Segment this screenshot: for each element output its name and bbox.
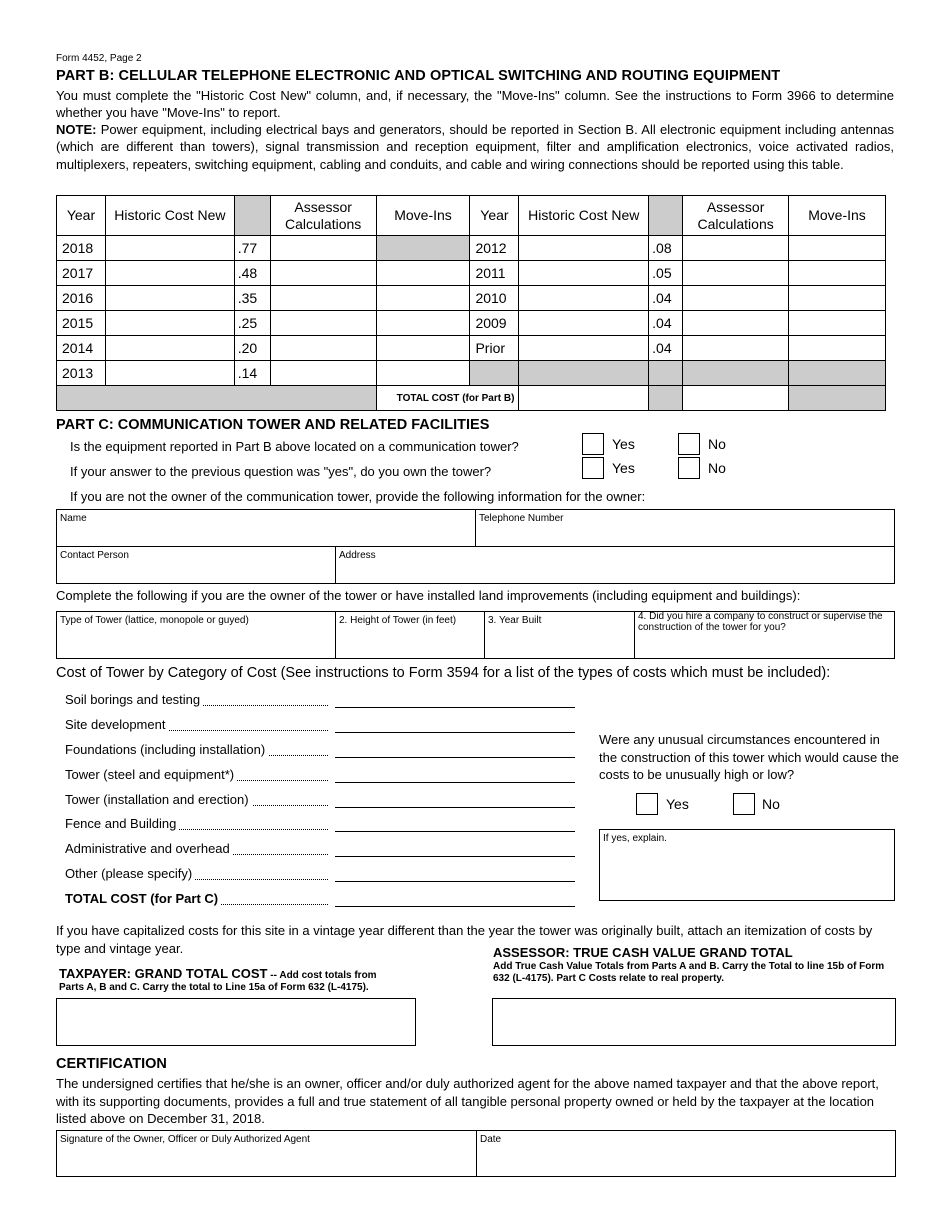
col-assessor: Assessor Calculations xyxy=(683,196,789,236)
part-c-title: PART C: COMMUNICATION TOWER AND RELATED FACILITIES xyxy=(56,417,490,433)
cost-row-admin xyxy=(65,841,575,861)
table-row xyxy=(57,311,886,336)
cost-input[interactable] xyxy=(335,782,575,783)
rate-cell: .04 xyxy=(649,336,683,361)
cost-input[interactable] xyxy=(335,807,575,808)
rate-cell: .04 xyxy=(649,311,683,336)
cost-input[interactable] xyxy=(335,757,575,758)
year-cell: 2016 xyxy=(57,286,106,311)
explain-field[interactable] xyxy=(599,829,895,901)
assessor-calc-input[interactable] xyxy=(270,236,376,261)
move-ins-input[interactable] xyxy=(789,336,886,361)
field-label: Signature of the Owner, Officer or Duly Authorized Agent xyxy=(60,1134,310,1145)
cost-row-tower-install xyxy=(65,792,575,812)
assessor-calc-input[interactable] xyxy=(270,336,376,361)
field-label: Type of Tower (lattice, monopole or guyed) xyxy=(60,615,249,626)
move-ins-input[interactable] xyxy=(376,361,470,386)
tower-height-field[interactable] xyxy=(335,611,485,659)
year-cell: 2015 xyxy=(57,311,106,336)
hired-company-field[interactable] xyxy=(634,611,895,659)
assessor-calc-input[interactable] xyxy=(270,311,376,336)
cost-row-fence xyxy=(65,816,575,836)
cost-input[interactable] xyxy=(335,881,575,882)
taxpayer-title-text: TAXPAYER: GRAND TOTAL COST xyxy=(59,966,268,981)
blank-cell xyxy=(683,361,789,386)
move-ins-input[interactable] xyxy=(789,261,886,286)
cost-category-title: Cost of Tower by Category of Cost (See instructions to Form 3594 for a list of the types of costs which must be included): xyxy=(56,665,831,681)
assessor-calc-input[interactable] xyxy=(683,286,789,311)
col-year: Year xyxy=(57,196,106,236)
taxpayer-instructions: Parts A, B and C. Carry the total to Line 15a of Form 632 (L-4175). xyxy=(59,982,369,993)
assessor-calc-input[interactable] xyxy=(683,261,789,286)
field-label: 2. Height of Tower (in feet) xyxy=(339,615,457,626)
date-field[interactable] xyxy=(476,1130,896,1177)
cost-row-foundations xyxy=(65,742,575,762)
table-row xyxy=(57,286,886,311)
tower-no-checkbox[interactable] xyxy=(678,433,700,455)
contact-person-field[interactable] xyxy=(56,546,336,584)
cost-input[interactable] xyxy=(335,831,575,832)
part-b-table xyxy=(56,195,886,411)
cost-label: Other (please specify) xyxy=(65,866,195,881)
assessor-calc-input[interactable] xyxy=(270,361,376,386)
rate-cell: .04 xyxy=(649,286,683,311)
field-label: Name xyxy=(60,513,87,524)
blank-cell xyxy=(649,361,683,386)
unusual-yes-checkbox[interactable] xyxy=(636,793,658,815)
field-label: Telephone Number xyxy=(479,513,564,524)
no-label: No xyxy=(708,460,726,476)
cost-label: Tower (steel and equipment*) xyxy=(65,767,237,782)
table-row xyxy=(57,361,886,386)
table-header-row xyxy=(57,196,886,236)
total-row xyxy=(57,386,886,411)
owner-name-field[interactable] xyxy=(56,509,476,547)
certification-title: CERTIFICATION xyxy=(56,1056,167,1072)
total-historic-cost-input[interactable] xyxy=(519,386,649,411)
assessor-grand-total-input[interactable] xyxy=(492,998,896,1046)
own-yes-checkbox[interactable] xyxy=(582,457,604,479)
assessor-calc-input[interactable] xyxy=(683,336,789,361)
blank-cell xyxy=(57,386,377,411)
owner-telephone-field[interactable] xyxy=(475,509,895,547)
cost-label: Foundations (including installation) xyxy=(65,742,268,757)
note-label: NOTE: xyxy=(56,122,97,137)
assessor-calc-input[interactable] xyxy=(683,236,789,261)
assessor-calc-input[interactable] xyxy=(270,286,376,311)
move-ins-input[interactable] xyxy=(376,261,470,286)
rate-cell: .77 xyxy=(234,236,270,261)
cost-input[interactable] xyxy=(335,707,575,708)
move-ins-input[interactable] xyxy=(789,236,886,261)
assessor-calc-input[interactable] xyxy=(683,311,789,336)
tower-yes-checkbox[interactable] xyxy=(582,433,604,455)
yes-label: Yes xyxy=(666,796,689,812)
historic-cost-input[interactable] xyxy=(105,261,234,286)
cost-row-other xyxy=(65,866,575,886)
move-ins-input[interactable] xyxy=(789,311,886,336)
certification-text: The undersigned certifies that he/she is an owner, officer and/or duly authorized agent for the above named taxpayer and that the above report, with its supporting documents, provides a full and true statement of all tangible personal property owned or held by the taxpayer at the location listed above on December 31, 2018. xyxy=(56,1076,879,1126)
part-b-intro: You must complete the "Historic Cost New" column, and, if necessary, the "Move-Ins" column. See the instructions to Form 3966 to determine whether you have "Move-Ins" to report. xyxy=(56,88,894,121)
unusual-no-checkbox[interactable] xyxy=(733,793,755,815)
col-move-ins: Move-Ins xyxy=(789,196,886,236)
cost-row-tower-steel xyxy=(65,767,575,787)
col-year: Year xyxy=(470,196,519,236)
owner-address-field[interactable] xyxy=(335,546,895,584)
tower-type-field[interactable] xyxy=(56,611,336,659)
rate-cell: .35 xyxy=(234,286,270,311)
historic-cost-input[interactable] xyxy=(105,361,234,386)
total-assessor-input[interactable] xyxy=(683,386,789,411)
table-row xyxy=(57,336,886,361)
assessor-calc-input[interactable] xyxy=(270,261,376,286)
part-b-note xyxy=(56,121,894,173)
col-rate xyxy=(234,196,270,236)
field-label: 3. Year Built xyxy=(488,615,542,626)
field-label: Date xyxy=(480,1134,502,1145)
historic-cost-input[interactable] xyxy=(105,336,234,361)
field-label: If yes, explain. xyxy=(603,833,667,844)
unusual-circumstances-question: Were any unusual circumstances encountered in the construction of this tower which would cause the costs to be unusually high or low? xyxy=(599,732,899,782)
owner-info-instructions: If you are not the owner of the communication tower, provide the following information for the owner: xyxy=(70,489,646,504)
historic-cost-input[interactable] xyxy=(105,286,234,311)
year-cell: 2018 xyxy=(57,236,106,261)
year-cell: 2013 xyxy=(57,361,106,386)
taxpayer-title-suffix: -- Add cost totals from xyxy=(267,970,377,981)
rate-cell: .05 xyxy=(649,261,683,286)
year-cell: 2014 xyxy=(57,336,106,361)
cost-label: Fence and Building xyxy=(65,816,179,831)
no-label: No xyxy=(708,436,726,452)
cost-row-site xyxy=(65,717,575,737)
rate-cell: .08 xyxy=(649,236,683,261)
cost-label: Site development xyxy=(65,717,168,732)
cost-total-input[interactable] xyxy=(335,906,575,907)
field-label: Address xyxy=(339,550,376,561)
rate-cell: .25 xyxy=(234,311,270,336)
yes-label: Yes xyxy=(612,436,635,452)
col-historic-cost: Historic Cost New xyxy=(105,196,234,236)
col-historic-cost: Historic Cost New xyxy=(519,196,649,236)
own-no-checkbox[interactable] xyxy=(678,457,700,479)
blank-cell xyxy=(649,386,683,411)
no-label: No xyxy=(762,796,780,812)
cost-input[interactable] xyxy=(335,732,575,733)
field-label: Contact Person xyxy=(60,550,129,561)
total-cost-label: TOTAL COST (for Part B) xyxy=(376,386,519,411)
field-label: 4. Did you hire a company to construct or supervise the construction of the tower for you? xyxy=(638,611,883,633)
question-tower: Is the equipment reported in Part B above located on a communication tower? xyxy=(70,439,519,454)
taxpayer-grand-total-input[interactable] xyxy=(56,998,416,1046)
assessor-instructions: Add True Cash Value Totals from Parts A and B. Carry the Total to line 15b of Form 632 (L-4175). Part C Costs relate to real property. xyxy=(493,961,885,984)
assessor-grand-total-title: ASSESSOR: TRUE CASH VALUE GRAND TOTAL xyxy=(493,945,793,960)
note-text: Power equipment, including electrical bays and generators, should be reported in Section B. All electronic equipment including antennas (which are different than towers), signal transmission and reception equipment, filter and amplification electronics, voice activated radios, multiplexers, repeaters, switching equipment, cabling and conduits, and cable and wiring connections should be reported using this table. xyxy=(56,122,894,172)
year-cell: 2017 xyxy=(57,261,106,286)
year-built-field[interactable] xyxy=(484,611,635,659)
col-move-ins: Move-Ins xyxy=(376,196,470,236)
rate-cell: .48 xyxy=(234,261,270,286)
move-ins-input[interactable] xyxy=(789,286,886,311)
move-ins-input[interactable] xyxy=(376,286,470,311)
cost-label: Soil borings and testing xyxy=(65,692,203,707)
cost-label: Administrative and overhead xyxy=(65,841,233,856)
year-cell: 2012 xyxy=(470,236,519,261)
historic-cost-input[interactable] xyxy=(519,286,649,311)
col-assessor: Assessor Calculations xyxy=(270,196,376,236)
blank-cell xyxy=(789,386,886,411)
cost-row-soil xyxy=(65,692,575,712)
year-cell: 2011 xyxy=(470,261,519,286)
owner-instructions: Complete the following if you are the owner of the tower or have installed land improvements (including equipment and buildings): xyxy=(56,588,801,603)
year-cell: 2009 xyxy=(470,311,519,336)
table-row xyxy=(57,236,886,261)
yes-label: Yes xyxy=(612,460,635,476)
historic-cost-input[interactable] xyxy=(519,336,649,361)
historic-cost-input[interactable] xyxy=(519,236,649,261)
question-own-tower: If your answer to the previous question was "yes", do you own the tower? xyxy=(70,464,492,479)
blank-cell xyxy=(470,361,519,386)
historic-cost-input[interactable] xyxy=(105,236,234,261)
taxpayer-grand-total-title xyxy=(59,966,377,981)
historic-cost-input[interactable] xyxy=(519,261,649,286)
cost-label: Tower (installation and erection) xyxy=(65,792,252,807)
part-b-title: PART B: CELLULAR TELEPHONE ELECTRONIC AND OPTICAL SWITCHING AND ROUTING EQUIPMENT xyxy=(56,68,781,84)
move-ins-disabled xyxy=(376,236,470,261)
blank-cell xyxy=(789,361,886,386)
rate-cell: .14 xyxy=(234,361,270,386)
cost-row-total xyxy=(65,891,575,911)
move-ins-input[interactable] xyxy=(376,311,470,336)
historic-cost-input[interactable] xyxy=(519,311,649,336)
blank-cell xyxy=(519,361,649,386)
cost-input[interactable] xyxy=(335,856,575,857)
year-cell: 2010 xyxy=(470,286,519,311)
vintage-instructions: If you have capitalized costs for this site in a vintage year different than the year the tower was originally built, attach an itemization of costs by type and vintage year. xyxy=(56,923,873,956)
form-id: Form 4452, Page 2 xyxy=(56,53,142,64)
col-rate xyxy=(649,196,683,236)
cost-total-label: TOTAL COST (for Part C) xyxy=(65,891,221,906)
historic-cost-input[interactable] xyxy=(105,311,234,336)
year-cell: Prior xyxy=(470,336,519,361)
rate-cell: .20 xyxy=(234,336,270,361)
signature-field[interactable] xyxy=(56,1130,477,1177)
table-row xyxy=(57,261,886,286)
move-ins-input[interactable] xyxy=(376,336,470,361)
